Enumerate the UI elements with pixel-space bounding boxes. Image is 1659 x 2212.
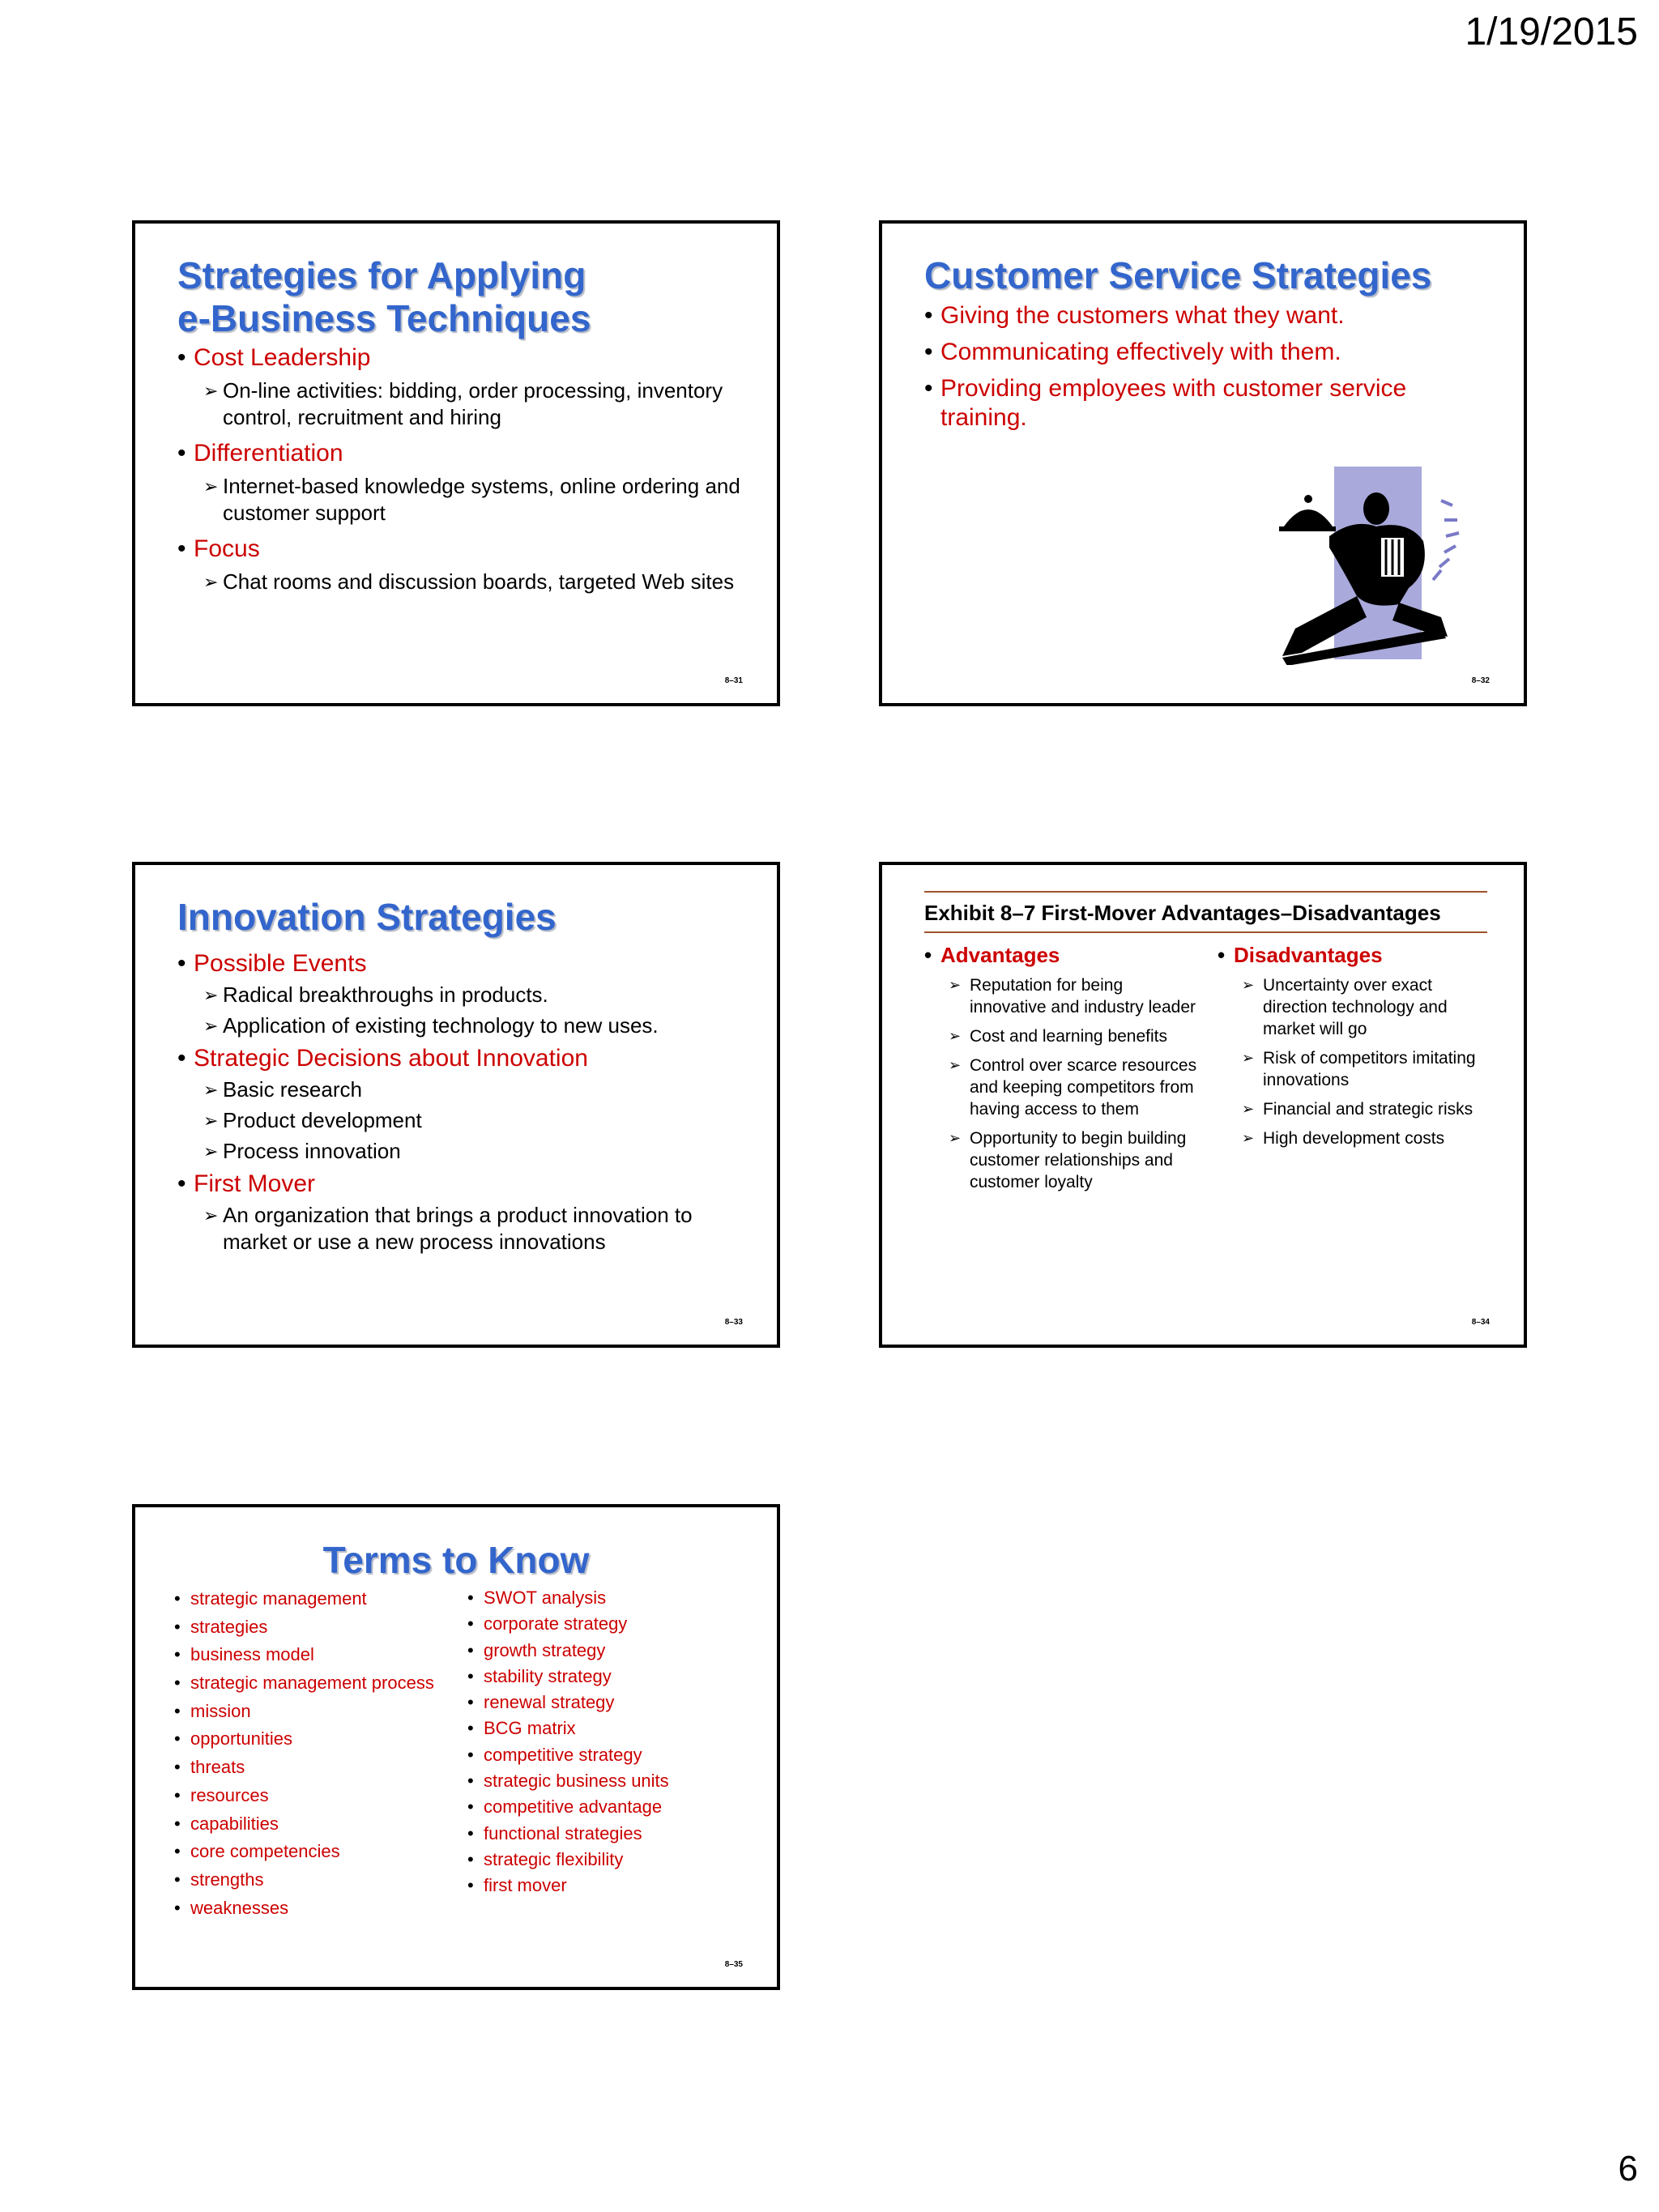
advantage-item: ➢ Opportunity to begin building customer relationships and customer loyalty	[924, 1127, 1200, 1193]
term-item: • SWOT analysis	[467, 1585, 669, 1611]
slide-number: 8–32	[1471, 676, 1490, 685]
sub-bullet: ➢ Radical breakthroughs in products.	[177, 982, 761, 1008]
term-item: • stability strategy	[467, 1664, 669, 1690]
exhibit-title: Exhibit 8–7 First-Mover Advantages–Disadvantages	[924, 901, 1441, 925]
term-item: • strategic business units	[467, 1768, 669, 1794]
term-item: • first mover	[467, 1873, 669, 1899]
bullet-cost-leadership: • Cost Leadership	[177, 343, 761, 373]
slide-number: 8–34	[1471, 1318, 1490, 1327]
term-item: • competitive advantage	[467, 1794, 669, 1820]
slide-thumbnail-8-34	[879, 862, 1527, 1348]
advantages-column	[924, 943, 1200, 1200]
advantage-item: ➢ Control over scarce resources and keeping competitors from having access to them	[924, 1055, 1200, 1120]
term-item: • threats	[174, 1754, 434, 1782]
sub-bullet: ➢ Internet-based knowledge systems, online ordering and customer support	[177, 473, 761, 526]
term-item: • mission	[174, 1698, 434, 1726]
bullet-item: • Communicating effectively with them.	[924, 338, 1475, 367]
slide-number: 8–35	[724, 1960, 743, 1969]
bullet-strategic-decisions: • Strategic Decisions about Innovation	[177, 1044, 761, 1073]
slide-number: 8–33	[724, 1318, 743, 1327]
sub-bullet: ➢ Process innovation	[177, 1138, 761, 1165]
sub-bullet: ➢ Product development	[177, 1107, 761, 1134]
term-item: • core competencies	[174, 1838, 434, 1866]
term-item: • strengths	[174, 1866, 434, 1894]
slide-title: Terms to Know	[322, 1539, 590, 1581]
page-number: 6	[1618, 2149, 1638, 2189]
title-line-2: e-Business Techniques	[177, 297, 591, 339]
bullet-item: • Giving the customers what they want.	[924, 301, 1475, 330]
bullet-differentiation: • Differentiation	[177, 439, 761, 468]
sub-bullet: ➢ An organization that brings a product innovation to market or use a new process innovations	[177, 1202, 761, 1255]
disadvantages-column	[1218, 943, 1485, 1157]
terms-column-2	[467, 1585, 669, 1899]
slide-title	[177, 254, 744, 340]
title-line-1: Strategies for Applying	[177, 254, 586, 296]
bullet-item: • Providing employees with customer service training.	[924, 374, 1475, 433]
disadvantage-item: ➢ High development costs	[1218, 1127, 1485, 1149]
disadvantage-item: ➢ Uncertainty over exact direction technology and market will go	[1218, 974, 1485, 1040]
term-item: • resources	[174, 1782, 434, 1810]
waiter-serving-tray-icon	[1279, 467, 1473, 665]
slide-thumbnail-8-35	[132, 1504, 780, 1990]
bullet-first-mover: • First Mover	[177, 1170, 761, 1199]
disadvantages-heading: • Disadvantages	[1218, 943, 1485, 968]
bullet-possible-events: • Possible Events	[177, 949, 761, 978]
advantages-heading: • Advantages	[924, 943, 1200, 968]
exhibit-rule-bottom	[924, 931, 1487, 933]
page-date: 1/19/2015	[1465, 11, 1638, 53]
exhibit-rule-top	[924, 891, 1487, 893]
slide-title: Innovation Strategies	[177, 896, 557, 938]
term-item: • growth strategy	[467, 1638, 669, 1664]
term-item: • weaknesses	[174, 1894, 434, 1923]
term-item: • competitive strategy	[467, 1742, 669, 1768]
term-item: • corporate strategy	[467, 1611, 669, 1637]
slide-number: 8–31	[724, 676, 743, 685]
term-item: • opportunities	[174, 1725, 434, 1754]
term-item: • business model	[174, 1641, 434, 1669]
sub-bullet: ➢ Basic research	[177, 1076, 761, 1103]
sub-bullet: ➢ Chat rooms and discussion boards, targeted Web sites	[177, 569, 761, 595]
bullet-list	[177, 340, 761, 603]
disadvantage-item: ➢ Risk of competitors imitating innovations	[1218, 1047, 1485, 1091]
slide-thumbnail-8-32	[879, 220, 1527, 706]
term-item: • strategic flexibility	[467, 1847, 669, 1873]
term-item: • strategic management process	[174, 1669, 434, 1698]
bullet-list	[924, 301, 1475, 440]
slide-thumbnail-8-31	[132, 220, 780, 706]
bullet-focus: • Focus	[177, 535, 761, 564]
sub-bullet: ➢ Application of existing technology to new uses.	[177, 1012, 761, 1039]
terms-column-1	[174, 1585, 434, 1922]
term-item: • functional strategies	[467, 1821, 669, 1847]
term-item: • renewal strategy	[467, 1690, 669, 1715]
disadvantage-item: ➢ Financial and strategic risks	[1218, 1098, 1485, 1120]
term-item: • strategies	[174, 1613, 434, 1642]
sub-bullet: ➢ On-line activities: bidding, order processing, inventory control, recruitment and hiring	[177, 377, 761, 431]
term-item: • strategic management	[174, 1585, 434, 1613]
advantage-item: ➢ Cost and learning benefits	[924, 1025, 1200, 1047]
slide-thumbnail-8-33	[132, 862, 780, 1348]
bullet-list	[177, 944, 761, 1259]
advantage-item: ➢ Reputation for being innovative and industry leader	[924, 974, 1200, 1018]
slide-title: Customer Service Strategies	[924, 254, 1432, 296]
term-item: • capabilities	[174, 1810, 434, 1839]
term-item: • BCG matrix	[467, 1715, 669, 1741]
